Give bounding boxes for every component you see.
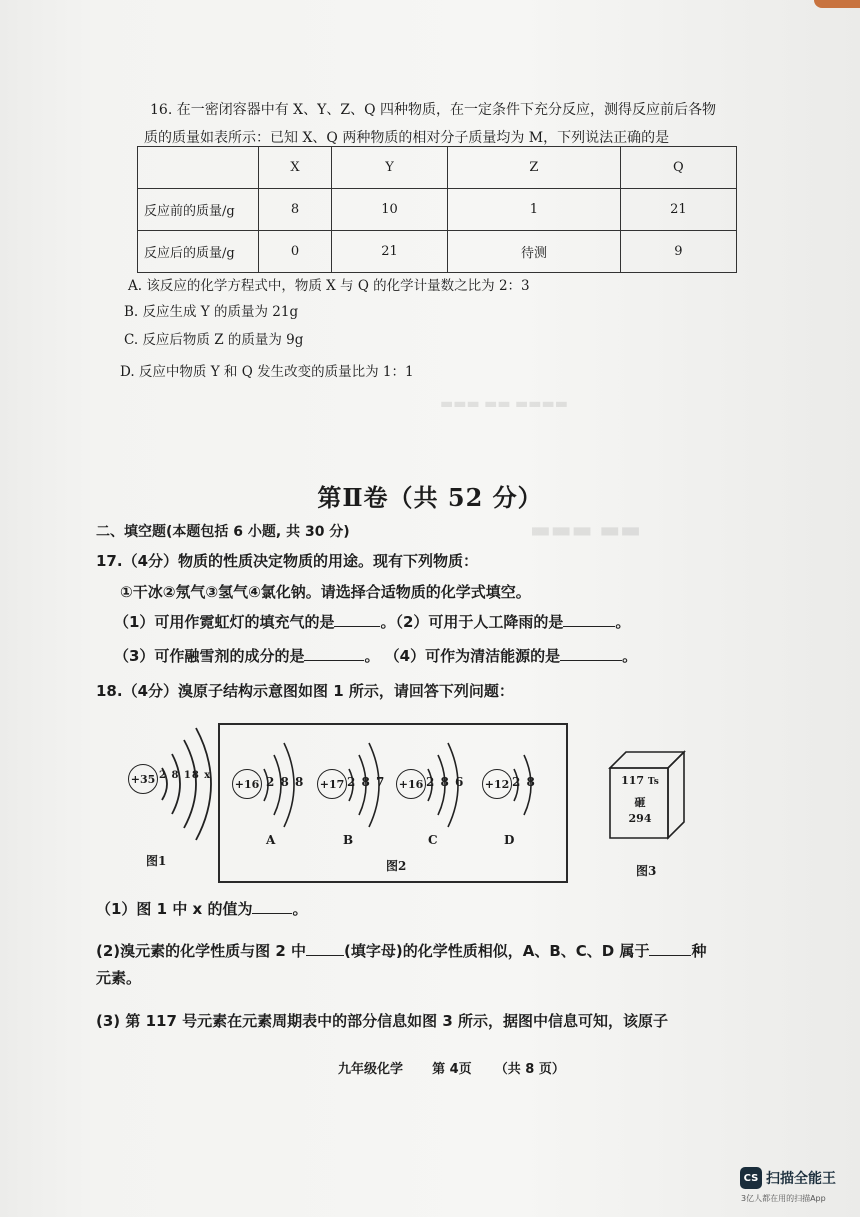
question-18-sub-3: (3) 第 117 号元素在元素周期表中的部分信息如图 3 所示，据图中信息可知，该原子 bbox=[96, 1012, 669, 1030]
question-18-sub-2 bbox=[96, 940, 706, 961]
nucleus: +16 bbox=[232, 769, 262, 799]
answer-blank[interactable] bbox=[304, 660, 364, 661]
question-16-line-1: 16. 在一密闭容器中有 X、Y、Z、Q 四种物质，在一定条件下充分反应，测得反应前后各物 bbox=[150, 102, 717, 118]
question-17-stem: 17.（4分）物质的性质决定物质的用途。现有下列物质： bbox=[96, 552, 479, 570]
figure-2-box bbox=[218, 723, 568, 883]
bleed-through: ▬▬▬ ▬▬ ▬▬▬▬ bbox=[440, 396, 568, 412]
cube-number-symbol bbox=[614, 774, 666, 787]
mass-table bbox=[137, 146, 737, 273]
nucleus: +35 bbox=[128, 764, 158, 794]
footer-total: （共 8 页） bbox=[494, 1062, 565, 1077]
atom-c bbox=[396, 739, 476, 849]
table-header-row bbox=[138, 147, 737, 189]
table-cell: 21 bbox=[331, 231, 447, 273]
sub-2-text-c: 种 bbox=[691, 942, 707, 960]
figure-2-caption: 图2 bbox=[386, 859, 407, 873]
answer-blank[interactable] bbox=[560, 660, 622, 661]
question-18-sub-1 bbox=[96, 898, 307, 919]
question-17-part-2: 。（2）可用于人工降雨的是 bbox=[380, 613, 564, 631]
question-17-period: 。 bbox=[622, 647, 638, 665]
table-cell: 待测 bbox=[448, 231, 621, 273]
question-18-stem: 18.（4分）溴原子结构示意图如图 1 所示，请回答下列问题： bbox=[96, 682, 514, 700]
shell-electrons: 2 8 18 x bbox=[159, 770, 212, 781]
table-row bbox=[138, 189, 737, 231]
question-17-part-1: （1）可用作霓虹灯的填充气的是 bbox=[114, 613, 335, 631]
answer-blank[interactable] bbox=[649, 955, 691, 956]
table-header-cell bbox=[138, 147, 259, 189]
answer-blank[interactable] bbox=[563, 626, 615, 627]
table-cell: 8 bbox=[259, 189, 332, 231]
element-name: 砸 bbox=[634, 796, 646, 809]
option-a: A. 该反应的化学方程式中，物质 X 与 Q 的化学计量数之比为 2：3 bbox=[128, 278, 530, 294]
question-17-part-4: 。 （4）可作为清洁能源的是 bbox=[364, 647, 561, 665]
shell-electrons: 2 8 6 bbox=[426, 775, 465, 789]
sub-2-text-b: (填字母)的化学性质相似，A、B、C、D 属于 bbox=[344, 942, 650, 960]
atomic-mass: 294 bbox=[628, 812, 652, 825]
atom-a bbox=[232, 739, 312, 849]
atom-d bbox=[482, 739, 562, 849]
scanner-name: 扫描全能王 bbox=[766, 1171, 836, 1187]
atom-b bbox=[317, 739, 397, 849]
nucleus: +12 bbox=[482, 769, 512, 799]
question-16-line-2: 质的质量如表所示：已知 X、Q 两种物质的相对分子质量均为 M，下列说法正确的是 bbox=[144, 130, 670, 146]
table-cell: 9 bbox=[620, 231, 736, 273]
section-title: 第Ⅱ卷（共 52 分） bbox=[317, 483, 543, 512]
shell-electrons: 2 8 7 bbox=[347, 775, 386, 789]
table-cell: 21 bbox=[620, 189, 736, 231]
bleed-through: ▬▬▬ ▬▬ bbox=[530, 518, 641, 543]
electron-shells-icon bbox=[150, 726, 220, 844]
figure-3-element-cube bbox=[604, 746, 694, 886]
page-footer bbox=[338, 1058, 565, 1077]
table-cell: 1 bbox=[448, 189, 621, 231]
table-cell: 10 bbox=[331, 189, 447, 231]
figure-1-bromine-atom bbox=[128, 720, 218, 868]
option-d: D. 反应中物质 Y 和 Q 发生改变的质量比为 1：1 bbox=[120, 364, 414, 380]
question-17-part-3: （3）可作融雪剂的成分的是 bbox=[114, 647, 305, 665]
sub-1-text: （1）图 1 中 x 的值为 bbox=[96, 900, 253, 918]
element-symbol: Ts bbox=[647, 777, 659, 787]
atomic-number: 117 bbox=[621, 774, 645, 787]
nucleus: +16 bbox=[396, 769, 426, 799]
table-header-cell: Q bbox=[620, 147, 736, 189]
shell-electrons: 2 8 8 bbox=[266, 775, 305, 789]
footer-subject: 九年级化学 bbox=[338, 1062, 404, 1077]
shell-electrons: 2 8 bbox=[512, 775, 536, 789]
table-cell: 反应前的质量/g bbox=[138, 189, 259, 231]
atom-label: B bbox=[343, 833, 354, 847]
question-18-sub-2-cont: 元素。 bbox=[96, 969, 142, 987]
question-16-stem bbox=[144, 96, 717, 152]
figure-3-caption: 图3 bbox=[636, 864, 657, 878]
question-17-line-1 bbox=[114, 611, 630, 632]
answer-blank[interactable] bbox=[306, 955, 344, 956]
atom-label: D bbox=[504, 833, 515, 847]
nucleus: +17 bbox=[317, 769, 347, 799]
option-b: B. 反应生成 Y 的质量为 21g bbox=[124, 304, 299, 320]
table-row bbox=[138, 231, 737, 273]
answer-blank[interactable] bbox=[334, 626, 380, 627]
question-17-line-2 bbox=[114, 645, 637, 666]
table-header-cell: Z bbox=[448, 147, 621, 189]
table-cell: 0 bbox=[259, 231, 332, 273]
table-header-cell: X bbox=[259, 147, 332, 189]
answer-blank[interactable] bbox=[252, 913, 292, 914]
table-header-cell: Y bbox=[331, 147, 447, 189]
corner-tab bbox=[814, 0, 860, 8]
part-heading: 二、填空题(本题包括 6 小题, 共 30 分) bbox=[96, 524, 350, 540]
question-17-materials: ①干冰②氖气③氢气④氯化钠。请选择合适物质的化学式填空。 bbox=[120, 583, 531, 601]
footer-page: 第 4页 bbox=[432, 1062, 472, 1077]
atom-label: A bbox=[266, 833, 276, 847]
option-c: C. 反应后物质 Z 的质量为 9g bbox=[124, 332, 304, 348]
scanner-logo-icon: CS bbox=[740, 1167, 762, 1189]
sub-1-period: 。 bbox=[292, 900, 308, 918]
sub-2-text-a: (2)溴元素的化学性质与图 2 中 bbox=[96, 942, 307, 960]
table-cell: 反应后的质量/g bbox=[138, 231, 259, 273]
figure-1-caption: 图1 bbox=[146, 854, 167, 868]
atom-label: C bbox=[428, 833, 438, 847]
question-17-period: 。 bbox=[615, 613, 631, 631]
scanner-tagline: 3亿人都在用的扫描App bbox=[741, 1194, 826, 1203]
